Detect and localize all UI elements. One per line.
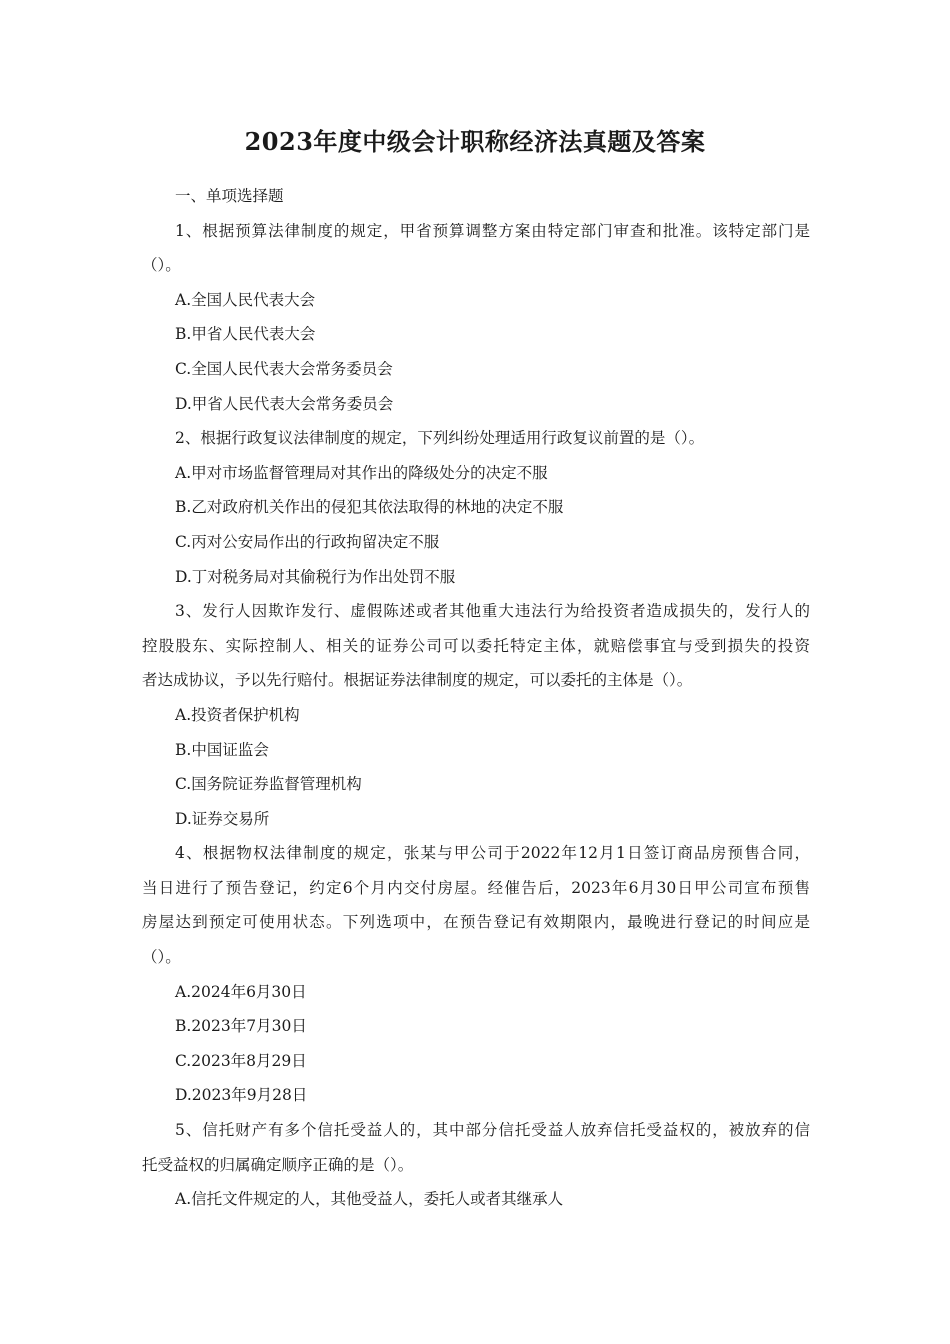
question-5-line-2: 托受益权的归属确定顺序正确的是（）。	[142, 1155, 414, 1174]
question-4-line-4: （）。	[142, 948, 181, 967]
question-4-option-c: C.2023年8月29日	[175, 1051, 307, 1070]
question-2-option-b: B.乙对政府机关作出的侵犯其依法取得的林地的决定不服	[175, 498, 564, 517]
question-4-line-3: 房屋达到预定可使用状态。下列选项中，在预告登记有效期限内，最晚进行登记的时间应是	[142, 913, 810, 932]
question-4-line-2: 当日进行了预告登记，约定6个月内交付房屋。经催告后，2023年6月30日甲公司宣布预售	[142, 878, 810, 897]
question-2-option-a: A.甲对市场监督管理局对其作出的降级处分的决定不服	[175, 463, 548, 482]
question-2-line-1: 2、根据行政复议法律制度的规定，下列纠纷处理适用行政复议前置的是（）。	[175, 429, 705, 448]
question-1-option-b: B.甲省人民代表大会	[175, 325, 316, 344]
question-3-line-1: 3、发行人因欺诈发行、虚假陈述或者其他重大违法行为给投资者造成损失的，发行人的	[175, 602, 810, 621]
question-3-option-b: B.中国证监会	[175, 740, 269, 759]
document-title: 2023年度中级会计职称经济法真题及答案	[244, 127, 706, 156]
question-4-line-1: 4、根据物权法律制度的规定，张某与甲公司于2022年12月1日签订商品房预售合同，	[175, 844, 810, 863]
question-3-option-a: A.投资者保护机构	[175, 705, 300, 724]
question-1-option-d: D.甲省人民代表大会常务委员会	[175, 394, 394, 413]
question-4-option-b: B.2023年7月30日	[175, 1017, 307, 1036]
question-2-option-d: D.丁对税务局对其偷税行为作出处罚不服	[175, 567, 456, 586]
question-1-line-1: 1、根据预算法律制度的规定，甲省预算调整方案由特定部门审查和批准。该特定部门是	[175, 221, 810, 240]
question-1-line-2: （）。	[142, 256, 181, 275]
section-heading: 一、单项选择题	[175, 187, 284, 205]
document-body	[142, 179, 810, 1217]
question-3-line-3: 者达成协议，予以先行赔付。根据证券法律制度的规定，可以委托的主体是（）。	[142, 671, 693, 690]
question-1-option-c: C.全国人民代表大会常务委员会	[175, 359, 393, 378]
question-5-option-a: A.信托文件规定的人，其他受益人，委托人或者其继承人	[175, 1190, 564, 1209]
question-4-option-d: D.2023年9月28日	[175, 1086, 308, 1105]
question-1-option-a: A.全国人民代表大会	[175, 290, 316, 309]
question-3-line-2: 控股股东、实际控制人、相关的证券公司可以委托特定主体，就赔偿事宜与受到损失的投资	[142, 636, 810, 655]
question-3-option-d: D.证券交易所	[175, 809, 270, 828]
question-2-option-c: C.丙对公安局作出的行政拘留决定不服	[175, 532, 440, 551]
question-3-option-c: C.国务院证券监督管理机构	[175, 775, 362, 794]
question-4-option-a: A.2024年6月30日	[175, 982, 307, 1001]
question-5-line-1: 5、信托财产有多个信托受益人的，其中部分信托受益人放弃信托受益权的，被放弃的信	[175, 1121, 810, 1140]
